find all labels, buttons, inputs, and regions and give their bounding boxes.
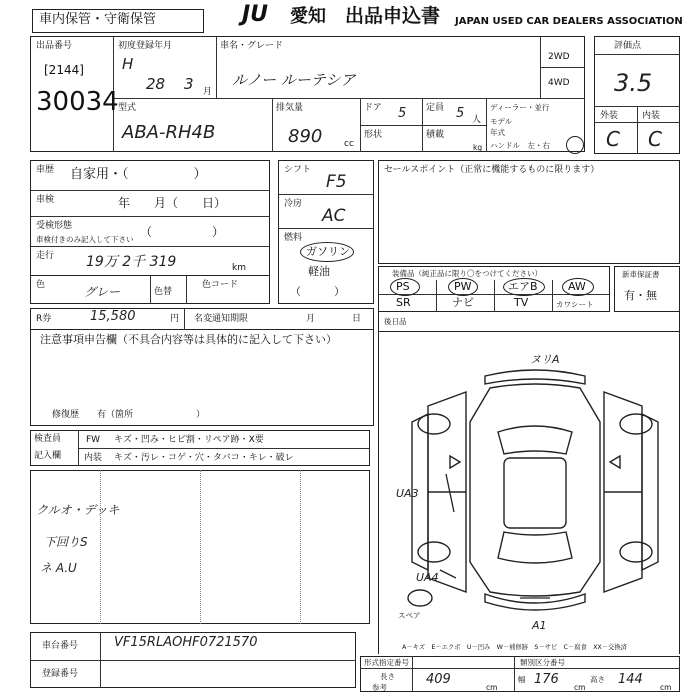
equip-leather-seat: カワシート (556, 300, 594, 309)
mileage-label: 走行 (36, 251, 55, 261)
load-label: 積載 (426, 130, 445, 140)
chassis-value: VF15RLAOHF0721570 (114, 635, 258, 650)
color-change-label: 色替 (154, 287, 173, 297)
mark-front-top: ヌリA (530, 353, 560, 366)
first-reg-label: 初度登録年月 (118, 41, 173, 51)
handle-side: ハンドル 左・右 (490, 141, 550, 150)
height-label: 高さ (590, 675, 605, 684)
shift-label: シフト (284, 165, 312, 175)
name-change-label: 名変通知期限 (194, 314, 249, 324)
mileage-unit: km (232, 263, 246, 273)
first-reg-month-unit: 月 (203, 87, 213, 97)
fuel-gasoline: ガソリン (306, 245, 350, 258)
drive-4wd: 4WD (548, 78, 570, 88)
repair-history: 修復歴 有（箇所 ） (52, 410, 206, 420)
warranty-value: 有・無 (624, 289, 657, 302)
form-title: 出品申込書 (345, 5, 441, 27)
displacement-value: 890 (288, 126, 323, 147)
length-unit: cm (486, 683, 498, 692)
inspection-label: 車検 (36, 195, 55, 205)
width-value: 176 (534, 672, 559, 687)
equip-aw: AW (568, 280, 586, 293)
ac-label: 冷房 (284, 199, 303, 209)
lot-number: 30034 (36, 87, 119, 117)
inspection-value: 年 月（ 日） (118, 196, 227, 210)
ac-value: AC (322, 206, 346, 226)
warranty-label: 新車保証書 (622, 270, 660, 279)
capacity-value: 5 (456, 106, 465, 121)
receipt-note: 車検付きのみ記入して下さい (36, 235, 134, 244)
ju-logo-mark: JU (242, 2, 269, 27)
damage-legend: A－キズ E－エクボ U－凹み W－補修跡 S－サビ C－腐食 XX－交換済 (402, 644, 627, 651)
inspector-label-2: 記入欄 (34, 451, 62, 461)
height-unit: cm (660, 683, 672, 692)
interior-grade: C (648, 127, 662, 151)
receipt-label: 受検形態 (36, 221, 73, 231)
grade-value: 3.5 (614, 69, 653, 97)
pw-circle (448, 278, 478, 296)
lot-label: 出品番号 (36, 41, 73, 51)
height-value: 144 (618, 672, 643, 687)
length-value: 409 (426, 672, 451, 687)
mileage-value: 19万 2千 319 (86, 254, 177, 270)
name-change-month: 月 (306, 314, 316, 324)
first-reg-year: 28 (146, 75, 166, 93)
ps-circle (390, 278, 420, 296)
aw-circle (562, 278, 594, 296)
shift-value: F5 (326, 172, 347, 192)
equipment-label: 装備品（純正品に限り〇をつけてください） (392, 269, 542, 278)
first-reg-era: H (122, 55, 134, 73)
car-diagram (400, 362, 670, 622)
displacement-unit: cc (344, 139, 354, 149)
history-value: 自家用・（ ） (70, 167, 207, 182)
capacity-label: 定員 (426, 103, 445, 113)
class-label: 類別区分番号 (520, 658, 565, 667)
handwritten-note-1: クルオ・デッキ (36, 503, 120, 517)
equip-ps: PS (396, 280, 410, 293)
length-label: 長さ (380, 672, 395, 681)
fw-label: FW (86, 435, 101, 445)
lot-sub-number: [2144] (44, 63, 84, 77)
handwritten-note-2: 下回りS (44, 535, 88, 549)
width-unit: cm (574, 683, 586, 692)
ref-label: 参考 (372, 683, 387, 692)
spare-label: スペア (398, 611, 421, 620)
color-value: グレー (84, 285, 121, 299)
model-value: ルノー ルーテシア (232, 71, 356, 89)
fuel-other: （ ） (290, 285, 345, 298)
association-name: JAPAN USED CAR DEALERS ASSOCIATION (455, 16, 683, 27)
gasoline-circle (300, 242, 354, 262)
equip-tv: TV (514, 296, 529, 309)
history-label: 車歴 (36, 165, 55, 175)
exterior-label: 外装 (600, 111, 619, 121)
load-unit: kg (473, 143, 483, 152)
interior-label: 内装 (642, 111, 661, 121)
doors-label: ドア (364, 103, 382, 113)
doors-value: 5 (398, 106, 407, 121)
front-bumper-shape (485, 370, 585, 384)
type-cert-label: 形式指定番号 (364, 658, 409, 667)
exterior-grade: C (606, 127, 620, 151)
handle-right-circle (566, 136, 584, 154)
registration-label: 登録番号 (42, 669, 79, 679)
mark-left-1: UA3 (396, 487, 419, 500)
chassis-label: 車台番号 (42, 641, 79, 651)
first-reg-month: 3 (184, 75, 194, 93)
drive-2wd: 2WD (548, 52, 570, 62)
equip-airbag: エアB (508, 280, 538, 293)
airbag-circle (503, 278, 545, 296)
handwritten-note-3: ネ A.U (40, 561, 77, 575)
interior-inspect-label: 内装 (84, 453, 103, 463)
dealer-parallel: ディーラー・並行 (490, 103, 550, 112)
after-dealer-block (378, 312, 680, 332)
equip-sr: SR (396, 296, 411, 309)
dealer-year-label: 年式 (490, 128, 505, 137)
grade-label: 評価点 (614, 41, 642, 51)
prefecture-name: 愛知 (290, 6, 326, 27)
recycle-label: R券 (36, 314, 52, 324)
equip-navi: ナビ (452, 296, 474, 309)
capacity-unit: 人 (472, 115, 482, 125)
fw-items: キズ・凹み・ヒビ割・リペア跡・X要 (114, 435, 264, 445)
fuel-label: 燃料 (284, 233, 303, 243)
storage-tag (32, 9, 204, 33)
color-label: 色 (36, 280, 46, 290)
model-label: 車名・グレード (220, 41, 284, 51)
name-change-day: 日 (352, 314, 362, 324)
shape-label: 形状 (364, 130, 383, 140)
after-dealer-label: 後日品 (384, 317, 407, 326)
inspector-label-1: 検査員 (34, 434, 62, 444)
dealer-model-label: モデル (490, 117, 513, 126)
width-label: 幅 (518, 675, 526, 684)
type-value: ABA-RH4B (122, 122, 216, 143)
ju-logo (242, 2, 290, 34)
color-code-label: 色コード (202, 280, 239, 290)
mark-bottom: A1 (532, 619, 547, 632)
recycle-value: 15,580 (90, 309, 136, 324)
displacement-label: 排気量 (276, 103, 304, 113)
storage-tag-text: 車内保管・守衛保管 (39, 12, 157, 27)
selling-points-label: セールスポイント（正常に機能するものに限ります） (384, 165, 600, 175)
fuel-diesel: 軽油 (308, 265, 330, 278)
receipt-value: （ ） (140, 225, 225, 239)
notes-label: 注意事項申告欄（不具合内容等は具体的に記入して下さい） (40, 333, 337, 346)
mark-left-2: UA4 (416, 571, 439, 584)
type-label: 型式 (118, 103, 137, 113)
interior-items: キズ・汚レ・コゲ・穴・タバコ・キレ・破レ (114, 453, 294, 463)
equip-pw: PW (454, 280, 472, 293)
recycle-unit: 円 (170, 314, 180, 324)
